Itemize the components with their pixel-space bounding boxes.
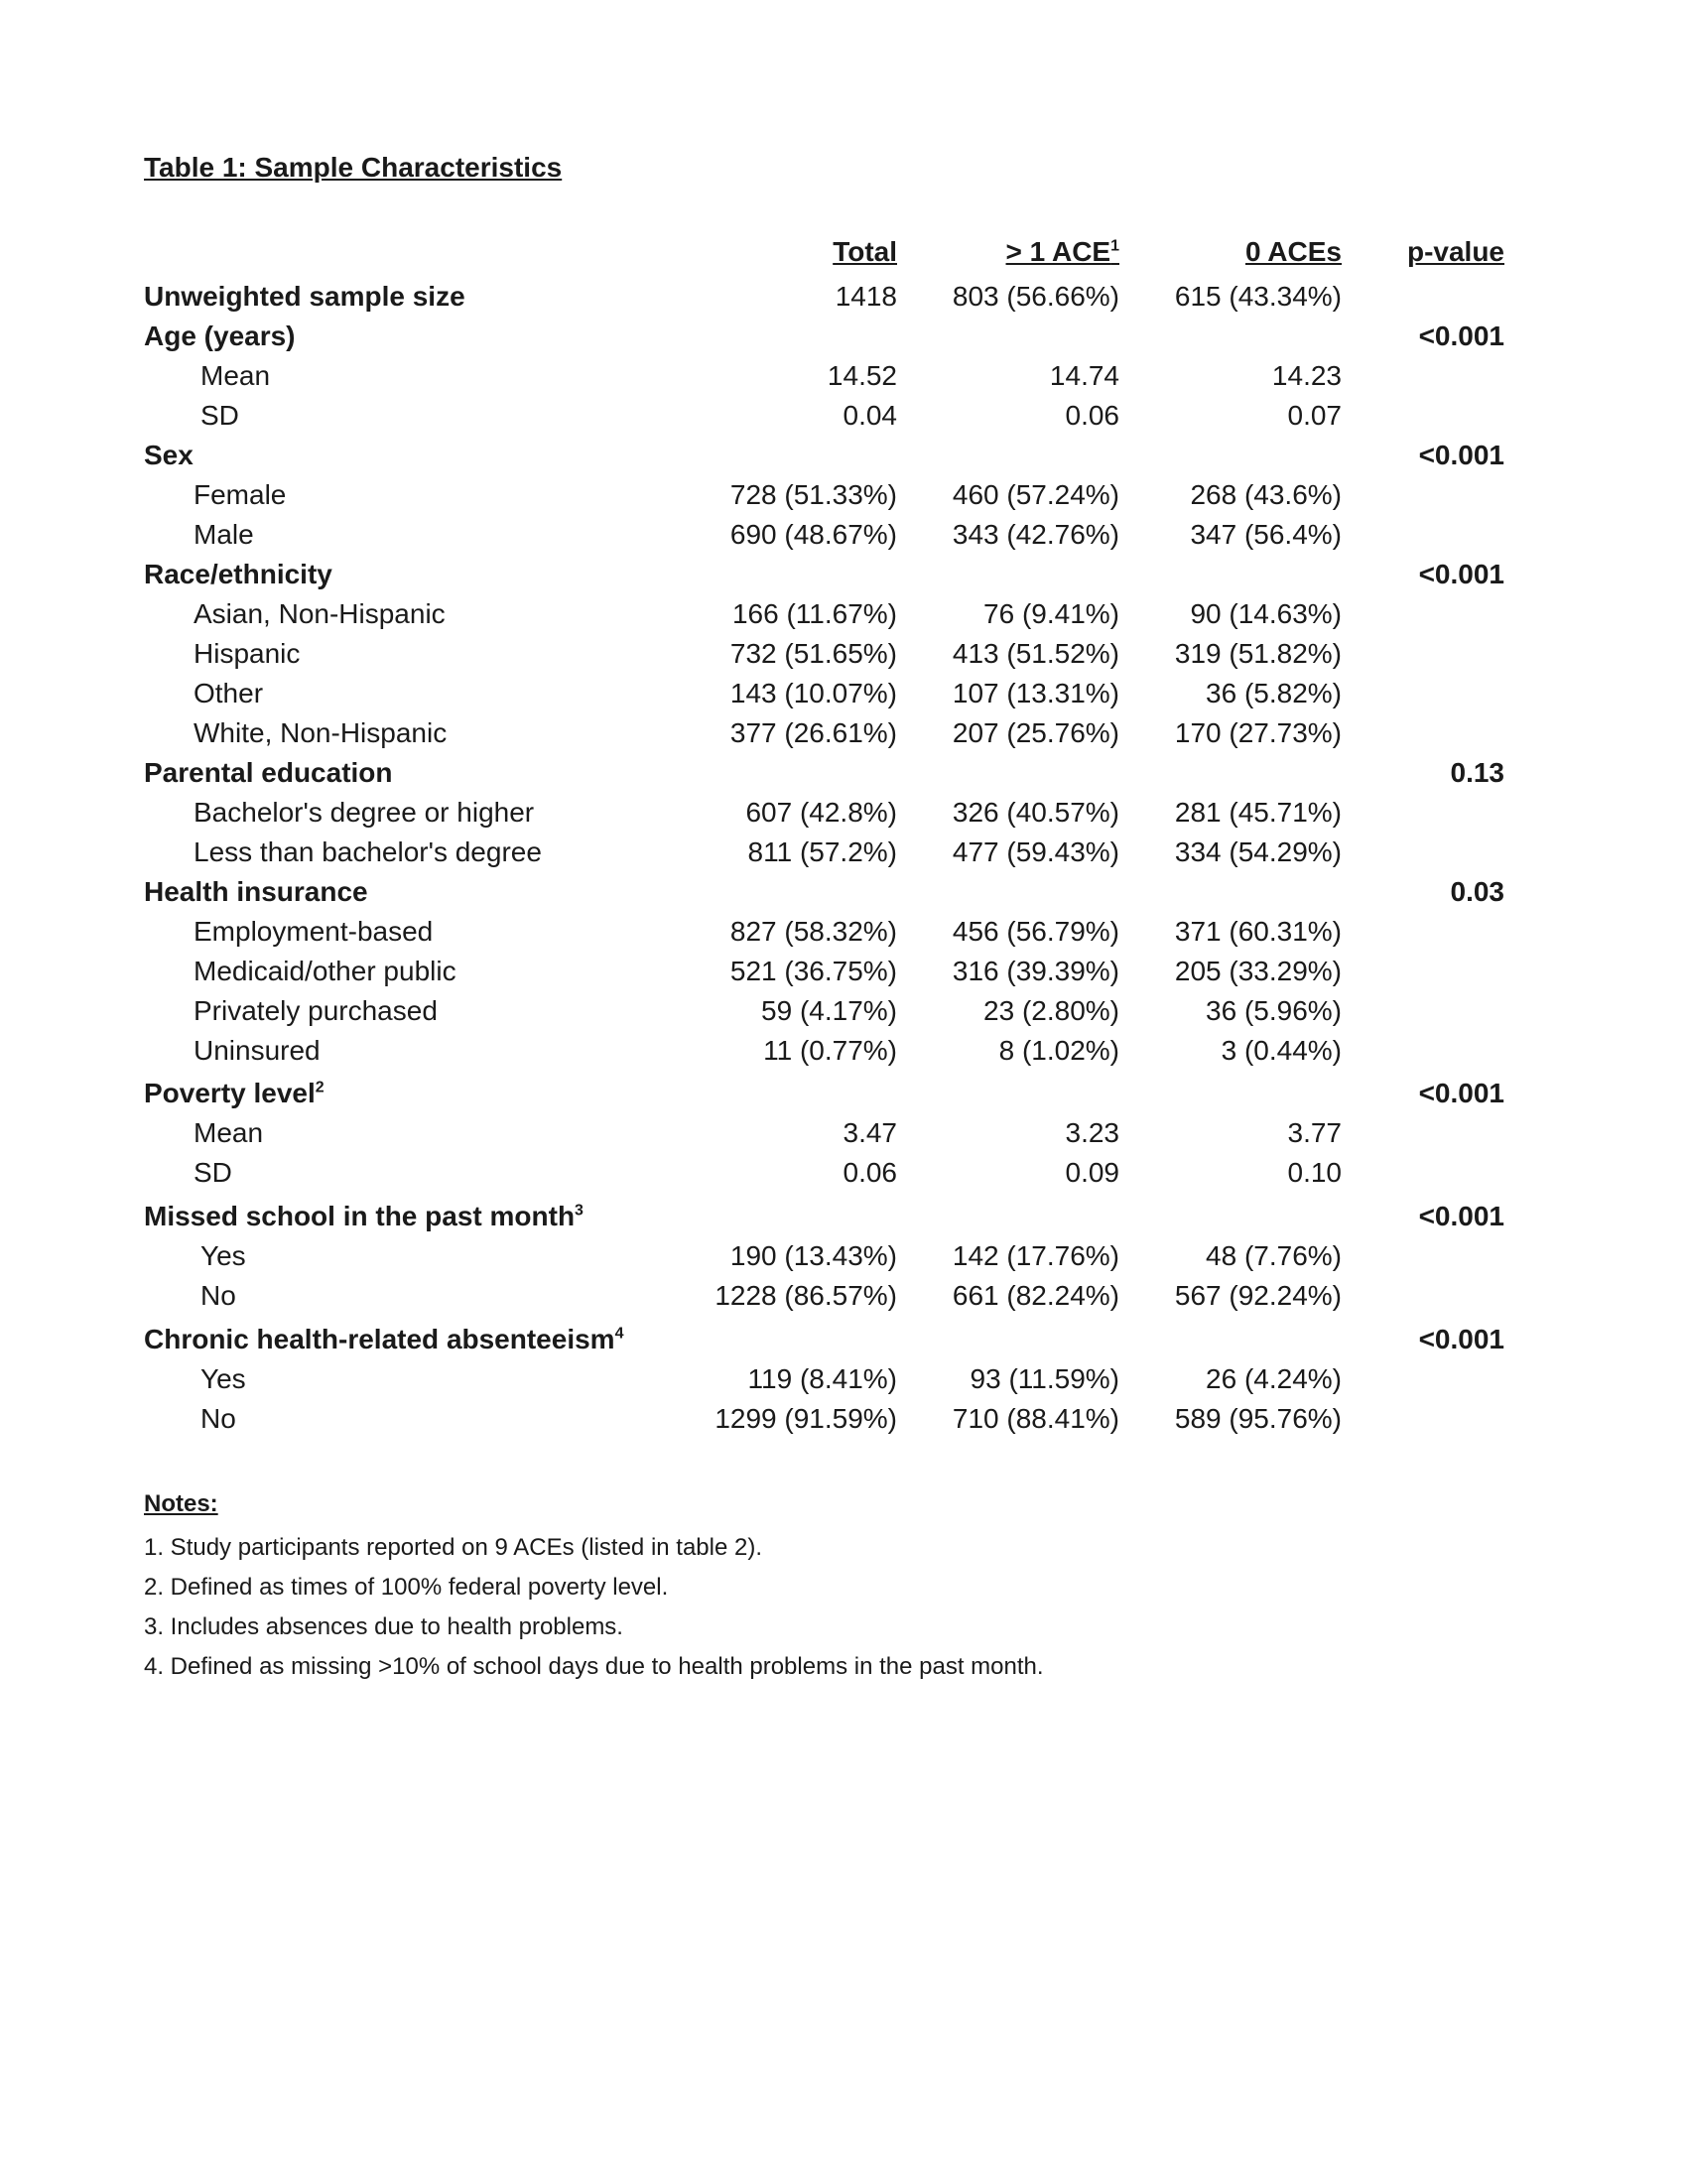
row-label-text: Employment-based <box>194 916 434 947</box>
cell-zero-aces: 0.07 <box>1287 400 1342 431</box>
cell-ace: 23 (2.80%) <box>983 995 1119 1026</box>
cell-zero-aces: 319 (51.82%) <box>1174 638 1342 669</box>
row-label <box>194 717 447 749</box>
table-row <box>0 479 1688 519</box>
cell-p-value: 0.13 <box>1450 757 1504 788</box>
table-row <box>0 1035 1688 1075</box>
row-label <box>194 1157 232 1189</box>
table-row <box>0 1201 1688 1240</box>
row-label-text: Uninsured <box>194 1035 321 1066</box>
cell-total: 732 (51.65%) <box>729 638 897 669</box>
cell-zero-aces: 0.10 <box>1287 1157 1342 1188</box>
row-label-text: Sex <box>144 440 194 470</box>
cell-zero-aces: 90 (14.63%) <box>1190 598 1342 629</box>
row-label <box>194 479 286 511</box>
header-zero-aces: 0 ACEs <box>1244 236 1342 267</box>
header-p-value: p-value <box>1406 236 1504 267</box>
cell-zero-aces: 3 (0.44%) <box>1221 1035 1342 1066</box>
row-label-text: Yes <box>200 1240 246 1271</box>
table-row <box>0 1363 1688 1403</box>
row-label-text: Asian, Non-Hispanic <box>194 598 446 629</box>
cell-ace: 207 (25.76%) <box>952 717 1119 748</box>
notes-heading: Notes: <box>144 1490 218 1517</box>
cell-zero-aces: 334 (54.29%) <box>1174 836 1342 867</box>
row-label-text: Parental education <box>144 757 393 788</box>
cell-p-value: <0.001 <box>1418 321 1504 351</box>
cell-ace: 93 (11.59%) <box>970 1363 1119 1394</box>
cell-ace: 661 (82.24%) <box>952 1280 1119 1311</box>
table-row <box>0 281 1688 321</box>
table-row <box>0 638 1688 678</box>
cell-p-value: <0.001 <box>1418 1078 1504 1108</box>
row-label-text: Privately purchased <box>194 995 438 1026</box>
header-ace-sup: 1 <box>1110 237 1119 255</box>
footnote-marker: 3 <box>575 1202 584 1220</box>
table-row <box>0 717 1688 757</box>
cell-total: 0.06 <box>843 1157 897 1188</box>
cell-ace: 142 (17.76%) <box>952 1240 1119 1271</box>
cell-total: 377 (26.61%) <box>729 717 897 748</box>
cell-total: 728 (51.33%) <box>729 479 897 510</box>
cell-total: 607 (42.8%) <box>745 797 897 828</box>
cell-ace: 8 (1.02%) <box>998 1035 1119 1066</box>
cell-zero-aces: 14.23 <box>1271 360 1342 391</box>
row-label-text: Male <box>194 519 254 550</box>
cell-total: 119 (8.41%) <box>747 1363 897 1394</box>
row-label <box>194 797 534 829</box>
row-label <box>194 836 542 868</box>
cell-ace: 0.06 <box>1065 400 1119 431</box>
cell-zero-aces: 281 (45.71%) <box>1174 797 1342 828</box>
cell-ace: 76 (9.41%) <box>983 598 1119 629</box>
row-label <box>144 876 368 908</box>
cell-ace: 477 (59.43%) <box>952 836 1119 867</box>
header-ace <box>1006 236 1119 268</box>
cell-total: 59 (4.17%) <box>761 995 897 1026</box>
row-label <box>144 321 296 352</box>
row-label <box>194 678 263 709</box>
cell-total: 14.52 <box>827 360 897 391</box>
cell-zero-aces: 36 (5.96%) <box>1206 995 1342 1026</box>
row-label <box>194 916 433 948</box>
table-row <box>0 1117 1688 1157</box>
cell-total: 1299 (91.59%) <box>714 1403 897 1434</box>
row-label <box>144 1078 325 1109</box>
cell-ace: 343 (42.76%) <box>952 519 1119 550</box>
cell-total: 1418 <box>835 281 897 312</box>
cell-total: 690 (48.67%) <box>729 519 897 550</box>
cell-p-value: <0.001 <box>1418 559 1504 589</box>
header-ace-label: > 1 ACE <box>1005 236 1111 267</box>
header-total: Total <box>833 236 897 267</box>
cell-ace: 3.23 <box>1065 1117 1119 1148</box>
table-row <box>0 1280 1688 1320</box>
row-label <box>200 1240 246 1272</box>
table-row <box>0 1078 1688 1117</box>
table-row <box>0 678 1688 717</box>
cell-total: 143 (10.07%) <box>729 678 897 708</box>
note-line: 2. Defined as times of 100% federal poverty level. <box>144 1574 669 1601</box>
cell-total: 166 (11.67%) <box>731 598 897 629</box>
cell-ace: 456 (56.79%) <box>952 916 1119 947</box>
row-label-text: SD <box>200 400 239 431</box>
table-row <box>0 1240 1688 1280</box>
row-label <box>200 360 270 392</box>
row-label <box>144 757 393 789</box>
note-line: 3. Includes absences due to health problems. <box>144 1613 623 1640</box>
row-label <box>194 995 438 1027</box>
row-label-text: Mean <box>194 1117 264 1148</box>
cell-p-value: <0.001 <box>1418 1201 1504 1231</box>
footnote-marker: 2 <box>315 1079 325 1096</box>
cell-zero-aces: 36 (5.82%) <box>1206 678 1342 708</box>
cell-ace: 803 (56.66%) <box>952 281 1119 312</box>
table-row <box>0 360 1688 400</box>
row-label <box>194 598 446 630</box>
cell-total: 521 (36.75%) <box>729 956 897 986</box>
cell-ace: 326 (40.57%) <box>952 797 1119 828</box>
table-row <box>0 1324 1688 1363</box>
cell-total: 190 (13.43%) <box>729 1240 897 1271</box>
row-label-text: Age (years) <box>144 321 296 351</box>
cell-zero-aces: 205 (33.29%) <box>1174 956 1342 986</box>
row-label-text: No <box>200 1280 236 1311</box>
row-label <box>200 1403 236 1435</box>
row-label <box>144 281 465 313</box>
cell-total: 827 (58.32%) <box>729 916 897 947</box>
cell-zero-aces: 567 (92.24%) <box>1174 1280 1342 1311</box>
row-label <box>194 1117 263 1149</box>
row-label-text: Bachelor's degree or higher <box>194 797 535 828</box>
cell-total: 1228 (86.57%) <box>714 1280 897 1311</box>
cell-zero-aces: 170 (27.73%) <box>1174 717 1342 748</box>
row-label <box>194 956 456 987</box>
cell-ace: 710 (88.41%) <box>952 1403 1119 1434</box>
row-label-text: Medicaid/other public <box>194 956 456 986</box>
table-row <box>0 1157 1688 1197</box>
table-row <box>0 598 1688 638</box>
cell-zero-aces: 371 (60.31%) <box>1174 916 1342 947</box>
row-label <box>194 638 300 670</box>
row-label-text: White, Non-Hispanic <box>194 717 448 748</box>
cell-zero-aces: 48 (7.76%) <box>1206 1240 1342 1271</box>
table-row <box>0 757 1688 797</box>
row-label-text: Health insurance <box>144 876 368 907</box>
row-label-text: Race/ethnicity <box>144 559 332 589</box>
row-label <box>194 1035 321 1067</box>
footnote-marker: 4 <box>614 1325 624 1343</box>
cell-zero-aces: 3.77 <box>1287 1117 1342 1148</box>
cell-total: 811 (57.2%) <box>747 836 897 867</box>
cell-ace: 413 (51.52%) <box>952 638 1119 669</box>
table-row <box>0 519 1688 559</box>
table-row <box>0 956 1688 995</box>
table-title: Table 1: Sample Characteristics <box>144 152 563 183</box>
row-label-text: SD <box>194 1157 232 1188</box>
cell-total: 3.47 <box>843 1117 897 1148</box>
table-row <box>0 321 1688 360</box>
row-label <box>144 440 194 471</box>
row-label-text: No <box>200 1403 236 1434</box>
row-label <box>200 1363 246 1395</box>
table-row <box>0 559 1688 598</box>
cell-p-value: <0.001 <box>1418 440 1504 470</box>
cell-zero-aces: 615 (43.34%) <box>1174 281 1342 312</box>
row-label <box>144 1201 584 1232</box>
row-label-text: Hispanic <box>194 638 301 669</box>
cell-zero-aces: 347 (56.4%) <box>1190 519 1342 550</box>
cell-ace: 0.09 <box>1065 1157 1119 1188</box>
cell-ace: 14.74 <box>1049 360 1119 391</box>
notes-section <box>144 1490 1044 1687</box>
row-label-text: Less than bachelor's degree <box>194 836 542 867</box>
table-row <box>0 876 1688 916</box>
table-row <box>0 916 1688 956</box>
row-label-text: Poverty level <box>144 1078 316 1108</box>
note-line: 4. Defined as missing >10% of school days due to health problems in the past month. <box>144 1653 1044 1680</box>
table-row <box>0 797 1688 836</box>
table-row <box>0 995 1688 1035</box>
table-row <box>0 440 1688 479</box>
cell-zero-aces: 589 (95.76%) <box>1174 1403 1342 1434</box>
row-label-text: Other <box>194 678 264 708</box>
row-label <box>200 400 239 432</box>
row-label <box>144 559 332 590</box>
cell-total: 0.04 <box>843 400 897 431</box>
cell-ace: 107 (13.31%) <box>952 678 1119 708</box>
cell-zero-aces: 26 (4.24%) <box>1206 1363 1342 1394</box>
cell-p-value: 0.03 <box>1450 876 1504 907</box>
row-label-text: Mean <box>200 360 271 391</box>
note-line: 1. Study participants reported on 9 ACEs (listed in table 2). <box>144 1534 763 1561</box>
row-label-text: Unweighted sample size <box>144 281 465 312</box>
table-row <box>0 836 1688 876</box>
row-label-text: Chronic health-related absenteeism <box>144 1324 615 1354</box>
row-label <box>200 1280 236 1312</box>
cell-zero-aces: 268 (43.6%) <box>1190 479 1342 510</box>
cell-ace: 460 (57.24%) <box>952 479 1119 510</box>
row-label-text: Yes <box>200 1363 246 1394</box>
row-label-text: Female <box>194 479 287 510</box>
table-row <box>0 400 1688 440</box>
row-label <box>194 519 254 551</box>
cell-total: 11 (0.77%) <box>763 1035 897 1066</box>
cell-p-value: <0.001 <box>1418 1324 1504 1354</box>
cell-ace: 316 (39.39%) <box>952 956 1119 986</box>
row-label <box>144 1324 623 1355</box>
table-row <box>0 1403 1688 1443</box>
row-label-text: Missed school in the past month <box>144 1201 576 1231</box>
